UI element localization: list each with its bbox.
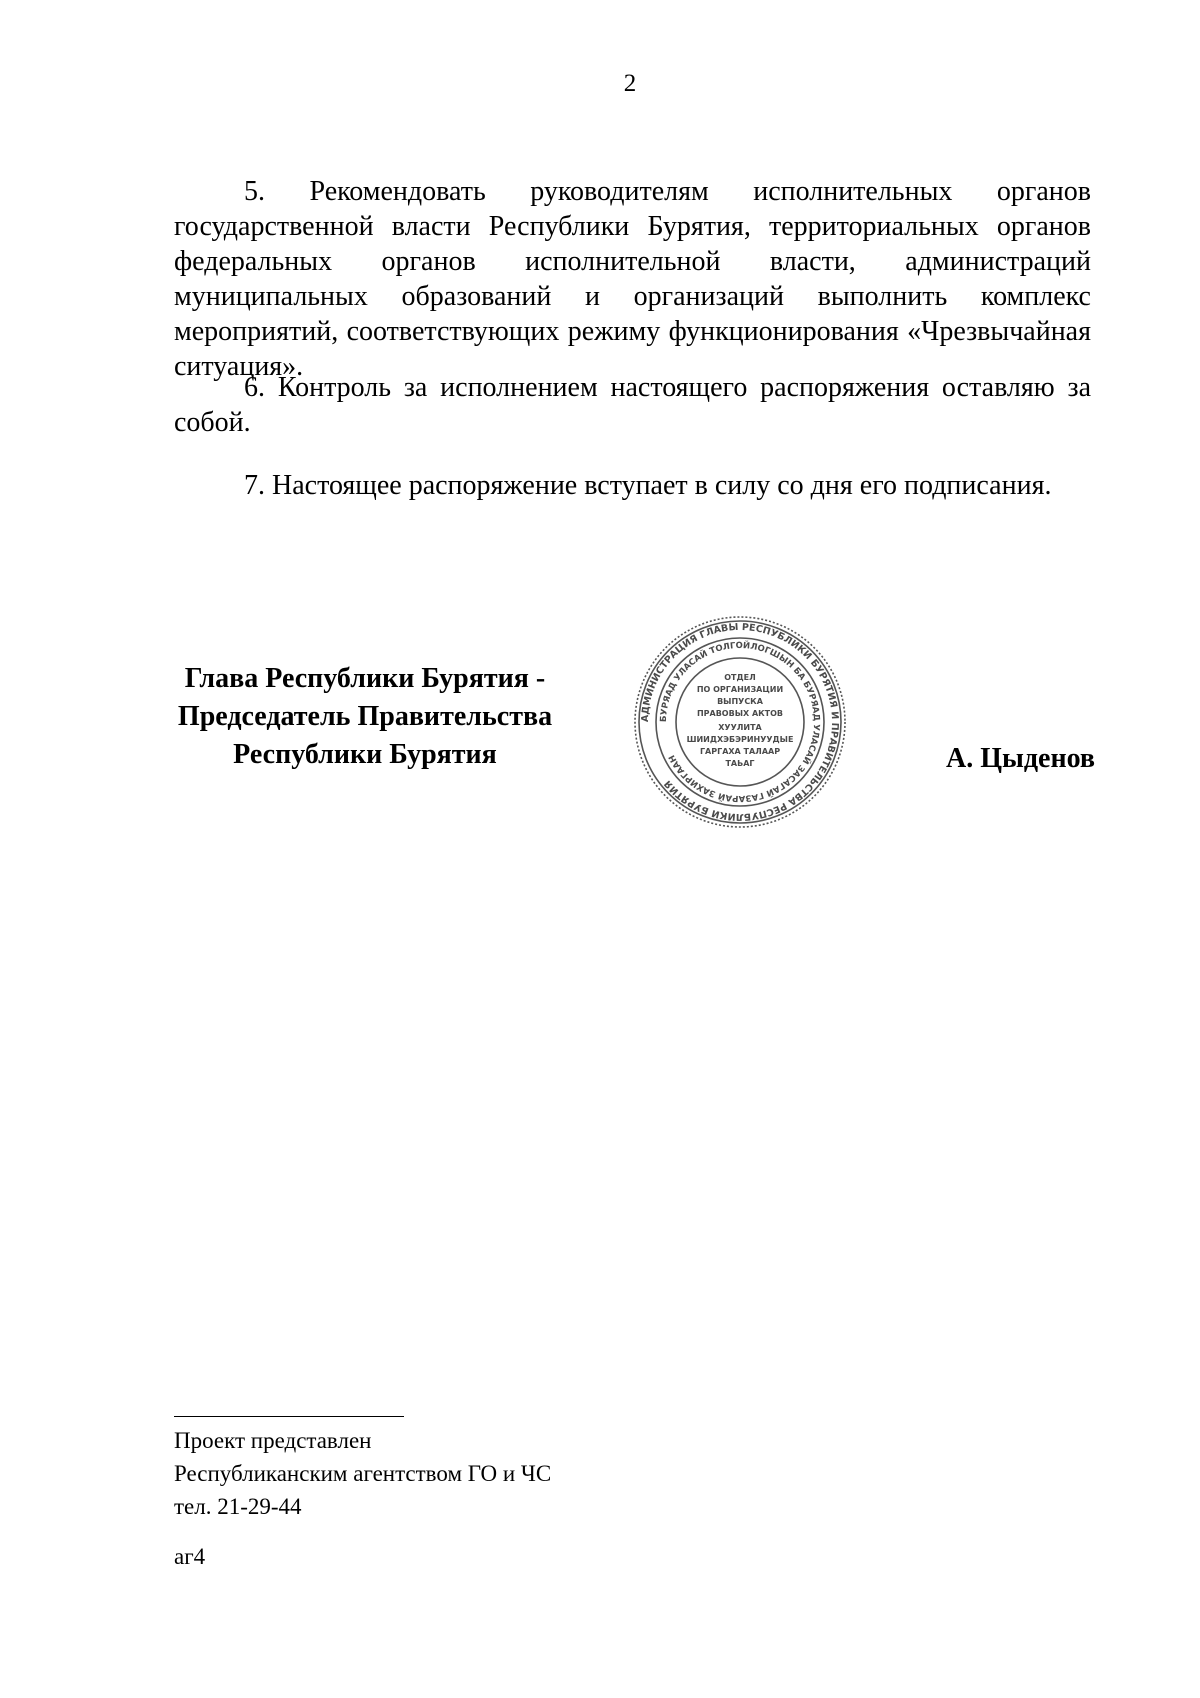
signatory-title-line-1: Глава Республики Бурятия - [184,663,546,694]
seal-center-line-1: ОТДЕЛ [724,673,756,682]
official-seal-stamp [630,612,850,832]
paragraph-5: 5. Рекомендовать руководителям исполнительных органов государственной власти Республики Бурятия, территориальных органов федеральных органов исполнительной власти, администраций муниципальных образований и организаций выполнить комплекс мероприятий, соответствующих режиму функционирования «Чрезвычайная ситуация». [174,176,1091,382]
footnote [174,1424,551,1523]
seal-inner-text: БУРЯАД УЛАСАЙ ТОЛГОЙЛОГШЫН БА БУРЯАД УЛАСАЙ ЗАСАГАЙ ГАЗАРАЙ ЗАХИРГААН [658,640,822,804]
footnote-line-3: тел. 21-29-44 [174,1494,302,1519]
seal-center-line-6: ШИИДХЭБЭРИНУУДЫЕ [686,735,794,744]
signatory-title-line-2: Председатель Правительства [177,701,553,732]
seal-center-line-5: ХУУЛИТА [718,723,762,732]
seal-outer-text: АДМИНИСТРАЦИЯ ГЛАВЫ РЕСПУБЛИКИ БУРЯТИЯ И ПРАВИТЕЛЬСТВА РЕСПУБЛИКИ БУРЯТИЯ [639,621,841,823]
paragraph-6: 6. Контроль за исполнением настоящего распоряжения оставляю за собой. [174,372,1091,438]
seal-center-line-3: ВЫПУСКА [717,697,763,706]
footnote-line-1: Проект представлен [174,1428,372,1453]
signatory-title [170,660,560,774]
seal-center-line-2: ПО ОРГАНИЗАЦИИ [696,685,784,694]
svg-text:БУРЯАД УЛАСАЙ ТОЛГОЙЛОГШЫН БА [659,639,821,803]
document-code: аг4 [174,1544,206,1569]
svg-text:АДМИНИСТРАЦИЯ ГЛАВЫ РЕСПУБЛИКИ [640,622,840,822]
page-number: 2 [623,70,637,97]
seal-center-line-8: ТАЬАГ [725,759,755,768]
paragraph-7: 7. Настоящее распоряжение вступает в силу со дня его подписания. [244,470,1052,501]
signer-name: А. Цыденов [945,743,1095,774]
footnote-line-2: Республиканским агентством ГО и ЧС [174,1461,552,1486]
seal-center-line-7: ГАРГАХА ТАЛААР [699,747,781,756]
footnote-divider [174,1416,404,1417]
seal-center-line-4: ПРАВОВЫХ АКТОВ [696,709,784,718]
signatory-title-line-3: Республики Бурятия [233,739,497,770]
